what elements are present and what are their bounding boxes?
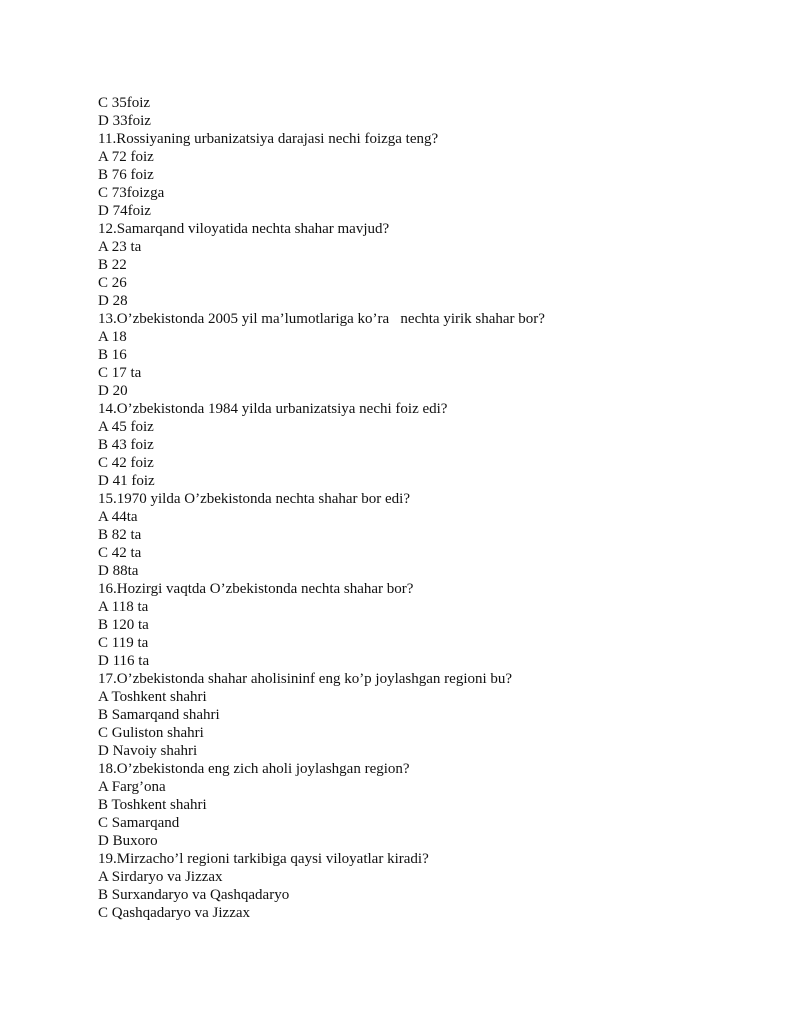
option-line: C Samarqand	[98, 815, 180, 831]
option-line: C 42 foiz	[98, 455, 154, 471]
option-line: C 42 ta	[98, 545, 142, 561]
option-line: C 26	[98, 275, 127, 291]
question-line: 17.O’zbekistonda shahar aholisininf eng ko’p joylashgan regioni bu?	[98, 671, 513, 687]
option-line: B 82 ta	[98, 527, 142, 543]
question-line: 18.O’zbekistonda eng zich aholi joylashgan region?	[98, 761, 410, 777]
question-line: 16.Hozirgi vaqtda O’zbekistonda nechta shahar bor?	[98, 581, 414, 597]
option-line: C 17 ta	[98, 365, 142, 381]
option-line: D 41 foiz	[98, 473, 155, 489]
option-line: D 20	[98, 383, 128, 399]
option-line: C 119 ta	[98, 635, 149, 651]
option-line: D 28	[98, 293, 128, 309]
option-line: B Samarqand shahri	[98, 707, 220, 723]
option-line: A 18	[98, 329, 127, 345]
option-line: B 120 ta	[98, 617, 149, 633]
question-line: 15.1970 yilda O’zbekistonda nechta shahar bor edi?	[98, 491, 410, 507]
option-line: C 73foizga	[98, 185, 165, 201]
option-line: A 45 foiz	[98, 419, 154, 435]
option-line: C Guliston shahri	[98, 725, 204, 741]
option-line: D Buxoro	[98, 833, 158, 849]
option-line: B 76 foiz	[98, 167, 154, 183]
option-line: D 74foiz	[98, 203, 151, 219]
option-line: A Toshkent shahri	[98, 689, 207, 705]
question-line: 11.Rossiyaning urbanizatsiya darajasi nechi foizga teng?	[98, 131, 439, 147]
option-line: A Sirdaryo va Jizzax	[98, 869, 223, 885]
option-line: A 44ta	[98, 509, 138, 525]
option-line: C 35foiz	[98, 95, 151, 111]
option-line: D Navoiy shahri	[98, 743, 198, 759]
option-line: B 22	[98, 257, 127, 273]
question-line: 14.O’zbekistonda 1984 yilda urbanizatsiya nechi foiz edi?	[98, 401, 448, 417]
option-line: A 23 ta	[98, 239, 142, 255]
option-line: B Surxandaryo va Qashqadaryo	[98, 887, 290, 903]
option-line: B Toshkent shahri	[98, 797, 207, 813]
option-line: B 16	[98, 347, 127, 363]
question-line: 13.O’zbekistonda 2005 yil ma’lumotlariga ko’ra nechta yirik shahar bor?	[98, 311, 545, 327]
question-line: 12.Samarqand viloyatida nechta shahar mavjud?	[98, 221, 390, 237]
option-line: D 88ta	[98, 563, 139, 579]
option-line: A 118 ta	[98, 599, 149, 615]
option-line: C Qashqadaryo va Jizzax	[98, 905, 251, 921]
question-line: 19.Mirzacho’l regioni tarkibiga qaysi viloyatlar kiradi?	[98, 851, 429, 867]
option-line: D 116 ta	[98, 653, 150, 669]
option-line: A 72 foiz	[98, 149, 154, 165]
option-line: A Farg’ona	[98, 779, 166, 795]
option-line: D 33foiz	[98, 113, 151, 129]
option-line: B 43 foiz	[98, 437, 154, 453]
